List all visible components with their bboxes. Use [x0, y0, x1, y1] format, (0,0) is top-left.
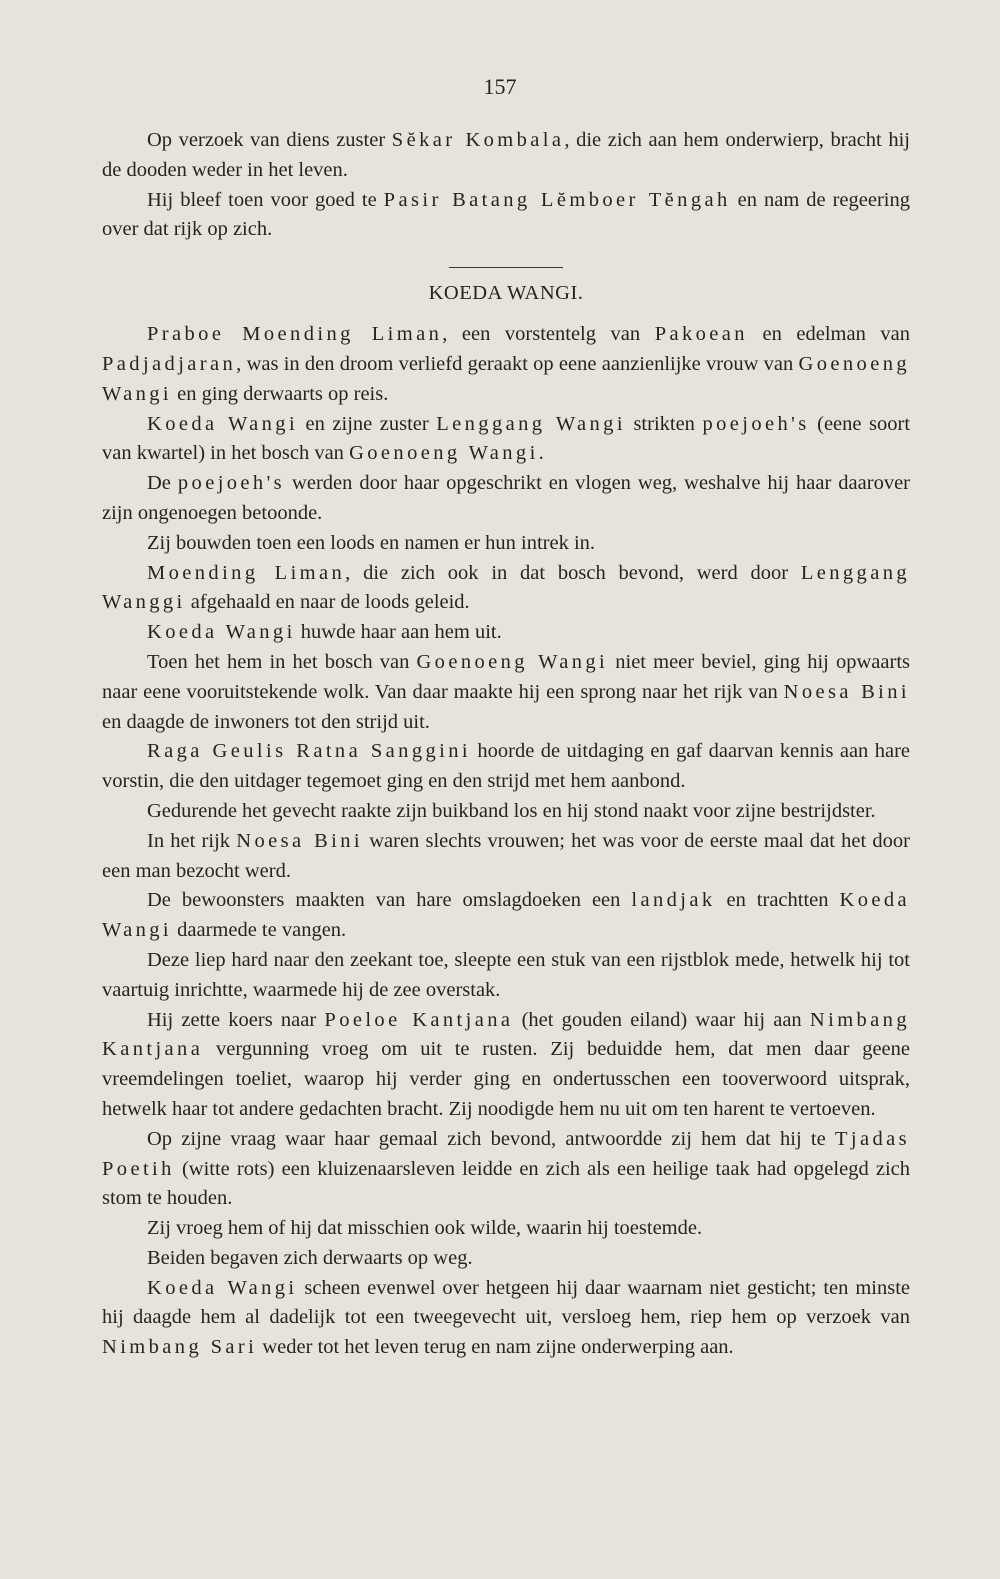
proper-name: Sĕkar Kombala [391, 129, 565, 151]
text-run: Hij zette koers naar [147, 1008, 325, 1031]
text-run: . [538, 442, 544, 465]
paragraph [102, 797, 910, 827]
text-run: Zij bouwden toen een loods en namen er hun intrek in. [147, 531, 596, 554]
section-divider [449, 267, 563, 268]
paragraph [102, 469, 910, 529]
proper-name: Praboe Moending Liman [147, 323, 443, 346]
text-run: daarmede te vangen. [172, 919, 347, 942]
proper-name: Koeda Wangi [147, 1276, 298, 1299]
text-run: vergunning vroeg om uit te rusten. Zij beduidde hem, dat men daar geene vreemdelingen toeliet, waarop hij verder ging en ondertusschen een tooverwoord uitsprak, hetwelk haar tot andere gedachten bracht. Zij noodigde hem nu uit om ten harent te vertoeven. [102, 1038, 910, 1120]
proper-name: Goenoeng Wangi [102, 352, 910, 405]
text-run: De [147, 472, 178, 495]
proper-name: Goenoeng Wangi [349, 442, 539, 465]
paragraph [102, 1274, 910, 1363]
text-run: en zijne zuster [298, 412, 437, 435]
proper-name: Nimbang Sari [102, 1336, 258, 1359]
text-run: Deze liep hard naar den zeekant toe, sleepte een stuk van een rijstblok mede, hetwelk hij tot vaartuig inrichtte, waarmede hij de zee overstak. [102, 948, 910, 1001]
text-run: en ging derwaarts op reis. [172, 382, 389, 405]
paragraph [102, 946, 910, 1006]
proper-name: Koeda Wangi [147, 621, 296, 644]
text-run: niet meer beviel, ging hij opwaarts naar eene vooruitstekende wolk. Van daar maakte hij een sprong naar het rijk van [102, 650, 910, 703]
paragraph [102, 410, 910, 470]
text-run: waren slechts vrouwen; het was voor de eerste maal dat het door een man bezocht werd. [102, 829, 911, 882]
text-run: Op verzoek van diens zuster [147, 129, 392, 151]
text-run: strikten [625, 412, 703, 435]
text-run: huwde haar aan hem uit. [295, 621, 502, 644]
paragraph [102, 648, 910, 737]
text-run: afgehaald en naar de loods geleid. [185, 591, 470, 614]
paragraph [102, 320, 910, 409]
page-number: 157 [483, 74, 517, 99]
proper-name: Tjadas Poetih [102, 1127, 910, 1180]
text-run: en edelman van [747, 323, 910, 346]
proper-name: Noesa Bini [783, 680, 911, 703]
text-run: In het rijk [147, 829, 237, 852]
proper-name: Raga Geulis Ratna Sanggini [147, 740, 471, 763]
proper-name: Pasir Batang Lĕmboer Tĕngah [383, 188, 731, 211]
text-run: weder tot het leven terug en nam zijne onderwerping aan. [257, 1336, 734, 1359]
paragraph [102, 618, 910, 648]
text-run: en daagde de inwoners tot den strijd uit. [102, 710, 430, 733]
text-run: Gedurende het gevecht raakte zijn buikband los en hij stond naakt voor zijne bestrijdster. [147, 799, 876, 822]
text-run: en nam de regeering over dat rijk op zich. [102, 188, 910, 241]
text-run: , die zich aan hem onderwierp, bracht hij de dooden weder in het leven. [102, 129, 910, 181]
text-run: scheen evenwel over hetgeen hij daar waarnam niet gesticht; ten minste hij daagde hem al dadelijk tot een tweegevecht uit, versloeg hem, riep hem op verzoek van [102, 1276, 910, 1329]
text-run: De bewoonsters maakten van hare omslagdoeken een [147, 889, 632, 912]
proper-name: Moending Liman [147, 561, 346, 584]
paragraph [102, 1006, 910, 1125]
proper-name: Poeloe Kantjana [324, 1008, 514, 1031]
section-heading: KOEDA WANGI. [428, 282, 584, 305]
proper-name: Koeda Wangi [147, 412, 299, 435]
text-run: , een vorstentelg van [442, 323, 655, 346]
paragraph [102, 529, 910, 559]
text-run: en trachtten [715, 889, 840, 912]
paragraph [102, 559, 910, 619]
text-run: hoorde de uitdaging en gaf daarvan kennis aan hare vorstin, die den uitdager tegemoet ging en den strijd met hem aanbond. [102, 740, 910, 793]
text-run: Toen het hem in het bosch van [147, 650, 417, 673]
proper-name: landjak [631, 889, 716, 912]
page-body [102, 126, 910, 1363]
proper-name: Lenggang Wanggi [102, 561, 910, 614]
text-run: , die zich ook in dat bosch bevond, werd door [345, 561, 801, 584]
text-run: Zij vroeg hem of hij dat misschien ook wilde, waarin hij toestemde. [147, 1217, 703, 1240]
paragraphs-after [102, 320, 910, 1363]
proper-name: poejoeh's [177, 472, 286, 495]
text-run: Hij bleef toen voor goed te [147, 188, 384, 211]
proper-name: Goenoeng Wangi [416, 650, 609, 673]
proper-name: Padjadjaran [102, 352, 237, 375]
proper-name: Noesa Bini [236, 829, 363, 852]
proper-name: Nimbang Kantjana [102, 1008, 910, 1061]
proper-name: poejoeh's [702, 412, 810, 435]
text-run: Op zijne vraag waar haar gemaal zich bevond, antwoordde zij hem dat hij te [147, 1127, 835, 1150]
paragraph [102, 1244, 910, 1274]
text-run: (eene soort van kwartel) in het bosch van [102, 412, 911, 465]
paragraph [102, 827, 910, 887]
paragraph [102, 126, 910, 186]
text-run: werden door haar opgeschrikt en vlogen weg, weshalve hij haar daarover zijn ongenoegen betoonde. [102, 472, 910, 524]
proper-name: Koeda Wangi [102, 889, 911, 942]
text-run: , was in den droom verliefd geraakt op eene aanzienlijke vrouw van [236, 352, 799, 375]
text-run: (het gouden eiland) waar hij aan [513, 1008, 810, 1031]
paragraphs-before [102, 126, 910, 245]
proper-name: Pakoean [654, 323, 748, 346]
text-run: Beiden begaven zich derwaarts op weg. [147, 1246, 473, 1269]
proper-name: Lenggang Wangi [436, 412, 626, 435]
text-run: (witte rots) een kluizenaarsleven leidde en zich als een heilige taak had opgelegd zich stom te houden. [102, 1157, 910, 1210]
paragraph [102, 1214, 910, 1244]
paragraph [102, 1125, 910, 1214]
paragraph [102, 737, 910, 797]
paragraph [102, 886, 910, 946]
paragraph [102, 186, 910, 246]
